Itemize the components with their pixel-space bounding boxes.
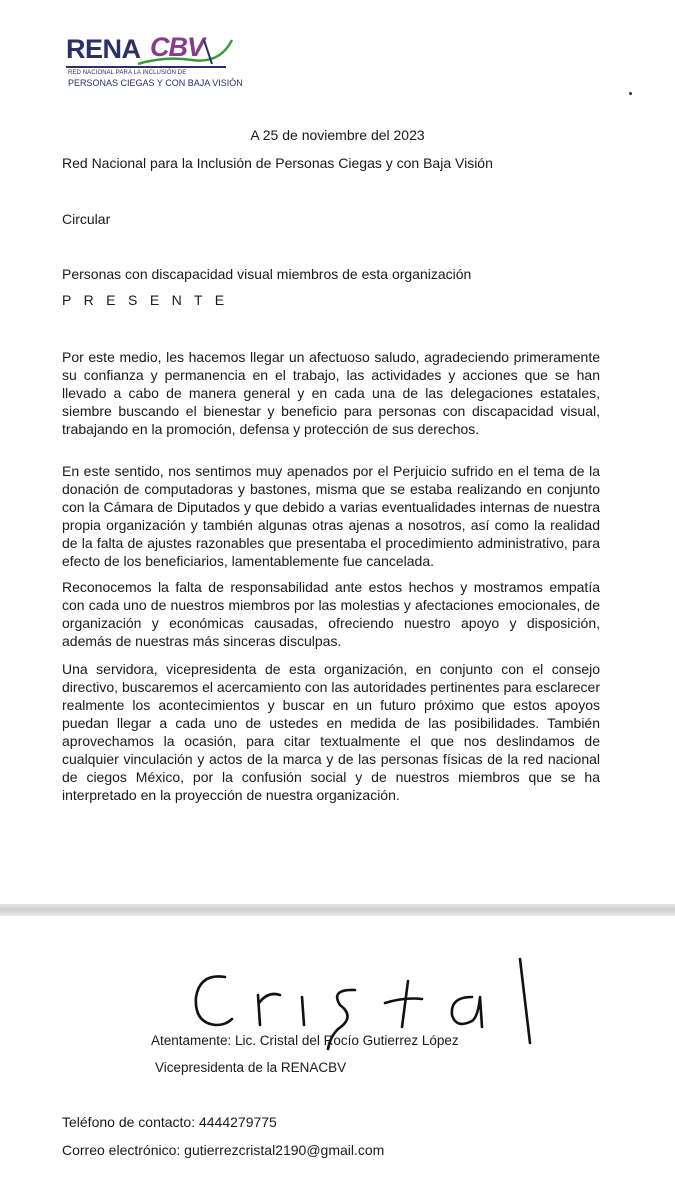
renacbv-logo: [66, 30, 243, 90]
letter-date: A 25 de noviembre del 2023: [250, 127, 425, 143]
recipient: Personas con discapacidad visual miembros de esta organización: [62, 266, 472, 282]
logo-cane-icon: [134, 34, 234, 68]
body-paragraph-2: En este sentido, nos sentimos muy apenados por el Perjuicio sufrido en el tema de la donación de computadoras y bastones, misma que se estaba realizando en conjunto con la Cámara de Diputados y que debido a varias eventualidades internas de nuestra propia organización y también algunas otras ajenas a nosotros, así como la realidad de la falta de ajustes razonables que presentaba el procedimiento administrativo, para efecto de los beneficiarios, lamentablemente fue cancelada.: [62, 463, 600, 569]
closing-signatory: Atentamente: Lic. Cristal del Rocío Gutierrez López: [151, 1033, 459, 1048]
document-type: Circular: [62, 211, 111, 227]
logo-wordmark: RENA: [66, 34, 141, 64]
page-fold-shadow: [0, 904, 675, 916]
contact-phone: Teléfono de contacto: 4444279775: [62, 1114, 277, 1130]
logo-cbv-mark: CBV: [150, 32, 205, 62]
signatory-title: Vicepresidenta de la RENACBV: [155, 1060, 347, 1075]
presente-heading: P R E S E N T E: [62, 292, 229, 308]
contact-email: Correo electrónico: gutierrezcristal2190@gmail.com: [62, 1142, 385, 1158]
logo-tagline-2: PERSONAS CIEGAS Y CON BAJA VISIÓN: [68, 78, 243, 88]
sender-organization: Red Nacional para la Inclusión de Personas Ciegas y con Baja Visión: [62, 155, 493, 171]
body-paragraph-4: Una servidora, vicepresidenta de esta organización, en conjunto con el consejo directivo, buscaremos el acercamiento con las autoridades pertinentes para esclarecer realmente los acontecimientos y buscar en un futuro próximo que estos apoyos puedan llegar a cada uno de ustedes en medida de las posibilidades. También aprovechamos la ocasión, para citar textualmente el que nos deslindamos de cualquier vinculación y actos de la marca y de las personas físicas de la red nacional de ciegos México, por la confusión social y de nuestros miembros que se ha interpretado en la proyección de nuestra organización.: [62, 661, 600, 803]
body-paragraph-3: Reconocemos la falta de responsabilidad ante estos hechos y mostramos empatía con cada uno de nuestros miembros por las molestias y afectaciones emocionales, de organización y económicas causadas, ofreciendo nuestro apoyo y disposición, además de nuestras más sinceras disculpas.: [62, 579, 600, 649]
body-paragraph-1: Por este medio, les hacemos llegar un afectuoso saludo, agradeciendo primeramente su confianza y permanencia en el trabajo, las actividades y acciones que se han llevado a cabo de manera general y en cada una de las delegaciones estatales, siembre buscando el bienestar y beneficio para personas con discapacidad visual, trabajando en la promoción, defensa y protección de sus derechos.: [62, 349, 600, 437]
logo-rule: [66, 66, 226, 68]
stray-dot: [629, 92, 632, 95]
logo-tagline-1: RED NACIONAL PARA LA INCLUSIÓN DE: [68, 70, 187, 76]
